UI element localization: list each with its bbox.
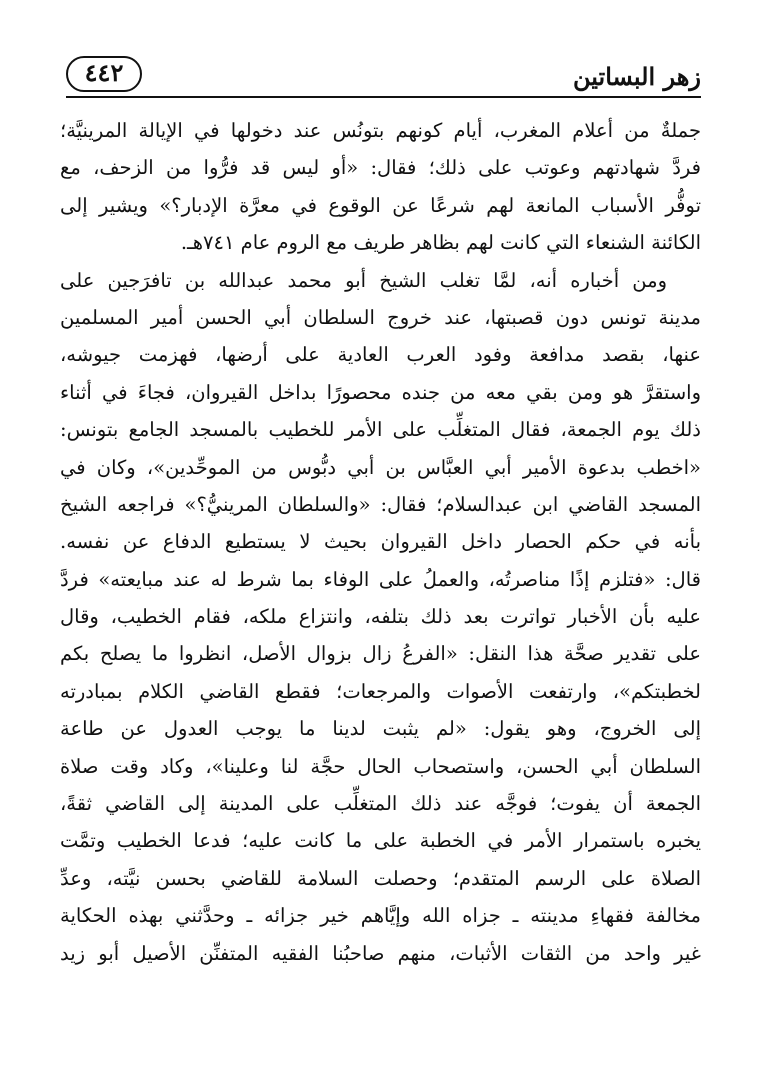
text-line: على تقدير صحَّة هذا النقل: «الفرعُ زال بزوال الأصل، انظروا ما يصلح بكم bbox=[60, 642, 701, 666]
running-title: زهر البساتين bbox=[573, 62, 701, 91]
text-line: الصلاة على الرسم المتقدم؛ وحصلت السلامة للقاضي بحسن نيَّته، وعدِّ bbox=[60, 866, 701, 890]
text-line: الجمعة أن يفوت؛ فوجَّه عند ذلك المتغلِّب على المدينة إلى القاضي ثقةً، bbox=[60, 792, 701, 816]
text-line: المسجد القاضي ابن عبدالسلام؛ فقال: «والسلطان المرينيُّ؟» فراجعه الشيخ bbox=[60, 492, 701, 516]
text-line: غير واحد من الثقات الأثبات، منهم صاحبُنا الفقيه المتفنِّن الأصيل أبو زيد bbox=[60, 941, 701, 965]
page-header bbox=[66, 52, 701, 102]
page-number-badge: ٤٤٢ bbox=[66, 56, 142, 92]
text-line: إلى الخروج، وهو يقول: «لم يثبت لدينا ما يوجب العدول عن طاعة bbox=[60, 717, 701, 741]
text-line: يخبره باستمرار الأمر في الخطبة على ما كانت عليه؛ فدعا الخطيب وتمَّت bbox=[60, 829, 701, 853]
text-line: بأنه في حكم الحصار داخل القيروان بحيث لا يستطيع الدفاع عن نفسه. bbox=[60, 530, 701, 554]
text-line: مدينة تونس دون قصبتها، عند خروج السلطان أبي الحسن أمير المسلمين bbox=[60, 305, 701, 329]
text-line: توفُّر الأسباب المانعة لهم شرعًا عن الوقوع في معرَّة الإدبار؟» ويشير إلى bbox=[60, 193, 701, 217]
text-line: واستقرَّ هو ومن بقي معه من جنده محصورًا بداخل القيروان، فجاءَ في أثناء bbox=[60, 380, 701, 404]
text-line: فردَّ شهادتهم وعوتب على ذلك؛ فقال: «أو ليس قد فرُّوا من الزحف، مع bbox=[60, 156, 701, 180]
text-line: عنها، بقصد مدافعة وفود العرب العادية على أرضها، فهزمت جيوشه، bbox=[60, 343, 701, 367]
text-line: السلطان أبي الحسن، واستصحاب الحال حجَّة لنا وعلينا»، وكاد وقت صلاة bbox=[60, 754, 701, 778]
text-line: لخطبتكم»، وارتفعت الأصوات والمرجعات؛ فقطع القاضي الكلام بمبادرته bbox=[60, 679, 701, 703]
body-text bbox=[60, 112, 701, 972]
text-line: ومن أخباره أنه، لمَّا تغلب الشيخ أبو محمد عبدالله بن تافرَجين على bbox=[60, 268, 667, 292]
paragraph-2 bbox=[60, 262, 701, 972]
text-line: عليه بأن الأخبار تواترت بعد ذلك بتلفه، وانتزاع ملكه، فقام الخطيب، وقال bbox=[60, 605, 701, 629]
text-line: مخالفة فقهاءِ مدينته ـ جزاه الله وإيَّاهم خير جزائه ـ وحدَّثني بهذه الحكاية bbox=[60, 904, 701, 928]
text-line: ذلك يوم الجمعة، فقال المتغلِّب على الأمر للخطيب بالمسجد الجامع بتونس: bbox=[60, 418, 701, 442]
text-line: جملةٌ من أعلام المغرب، أيام كونهم بتونُس عند دخولها في الإيالة المرينيَّة؛ bbox=[60, 119, 701, 142]
header-rule bbox=[66, 96, 701, 98]
text-line: «اخطب بدعوة الأمير أبي العبَّاس بن أبي دبُّوس من الموحِّدين»، وكان في bbox=[60, 455, 701, 479]
paragraph-1 bbox=[60, 112, 701, 262]
text-line: قال: «فتلزم إذًا مناصرتُه، والعملُ على الوفاء بما شرط له عند مبايعته» فردَّ bbox=[60, 567, 701, 591]
text-line: الكائنة الشنعاء التي كانت لهم بظاهر طريف مع الروم عام ٧٤١هـ. bbox=[180, 231, 701, 255]
